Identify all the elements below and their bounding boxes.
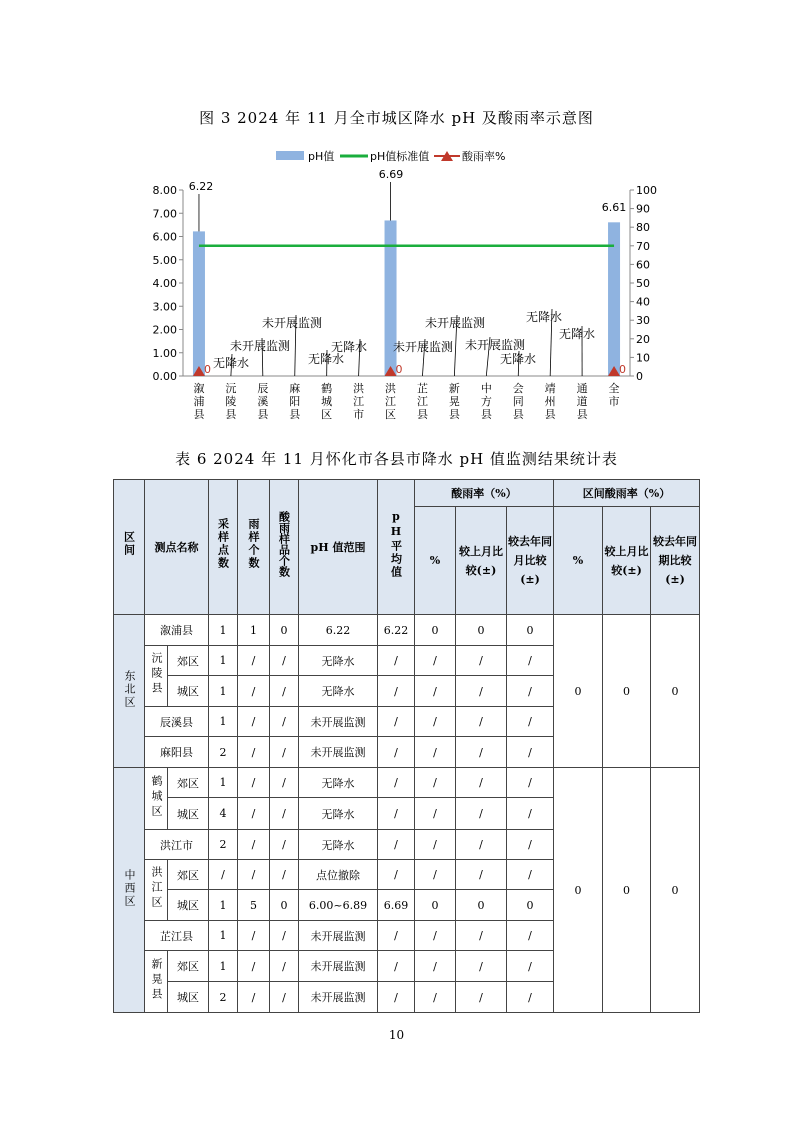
bar-value-label: 6.22 [188, 180, 214, 193]
range-cell: 无降水 [299, 646, 378, 676]
x-tick-label: 鹤城区 [321, 382, 333, 421]
pct-cell: / [415, 921, 456, 951]
header-avg: pH平均值 [378, 480, 415, 615]
x-tick-label: 辰溪县 [257, 382, 269, 421]
x-tick-label: 靖州县 [544, 382, 556, 421]
pct-cell: 0 [415, 615, 456, 646]
header-range: pH 值范围 [299, 480, 378, 615]
rain-cell: 1 [238, 615, 270, 646]
mom-cell: / [456, 707, 507, 737]
x-tick-label: 洪江市 [353, 382, 365, 421]
samples-cell: 1 [209, 676, 238, 707]
bar-ph [193, 231, 205, 376]
rain-cell: / [238, 951, 270, 982]
site-sub-name: 郊区 [168, 860, 209, 890]
y-right-tick-label: 50 [636, 277, 650, 290]
mom-cell: / [456, 737, 507, 768]
acid-cell: / [270, 798, 299, 830]
x-tick-label: 溆浦县 [193, 382, 205, 421]
samples-cell: 1 [209, 890, 238, 921]
zone-yoy-cell: 0 [651, 768, 700, 1013]
acid-cell: / [270, 707, 299, 737]
mom-cell: / [456, 951, 507, 982]
pct-cell: 0 [415, 890, 456, 921]
annotation-label: 无降水 [500, 352, 537, 366]
range-cell: 无降水 [299, 676, 378, 707]
legend-swatch-ph [276, 151, 304, 160]
avg-cell: / [378, 830, 415, 860]
range-cell: 6.22 [299, 615, 378, 646]
samples-cell: 1 [209, 707, 238, 737]
mom-cell: 0 [456, 890, 507, 921]
pct-cell: / [415, 768, 456, 798]
site-name: 溆浦县 [145, 615, 209, 646]
x-tick-label: 全市 [608, 382, 620, 408]
samples-cell: 2 [209, 982, 238, 1013]
y-left-tick-label: 6.00 [152, 230, 177, 244]
avg-cell: / [378, 951, 415, 982]
annotation-label: 无降水 [213, 356, 250, 370]
range-cell: 点位撤除 [299, 860, 378, 890]
acid-cell: / [270, 982, 299, 1013]
y-left-tick-label: 2.00 [152, 323, 177, 337]
mom-cell: / [456, 982, 507, 1013]
range-cell: 未开展监测 [299, 951, 378, 982]
yoy-cell: / [507, 676, 554, 707]
samples-cell: 2 [209, 737, 238, 768]
site-sub-name: 城区 [168, 982, 209, 1013]
zone-yoy-cell: 0 [651, 615, 700, 768]
annotation-label: 无降水 [526, 310, 563, 324]
yoy-cell: / [507, 921, 554, 951]
site-group-name: 洪江区 [150, 866, 163, 911]
range-cell: 未开展监测 [299, 982, 378, 1013]
rain-cell: / [238, 830, 270, 860]
yoy-cell: / [507, 707, 554, 737]
site-group-name: 沅陵县 [150, 652, 163, 697]
chart-axes [153, 184, 658, 421]
table-row [114, 768, 700, 798]
pct-cell: / [415, 830, 456, 860]
samples-cell: 1 [209, 646, 238, 676]
mom-cell: / [456, 646, 507, 676]
header-pct: % [415, 507, 456, 615]
annotation-label: 无降水 [559, 327, 596, 341]
x-tick-label: 通道县 [576, 382, 588, 421]
header-mom: 较上月比较(±) [456, 507, 507, 615]
avg-cell: / [378, 676, 415, 707]
bar-value-label: 6.69 [378, 168, 404, 181]
site-sub-name: 郊区 [168, 646, 209, 676]
figure-title: 图 3 2024 年 11 月全市城区降水 pH 及酸雨率示意图 [199, 109, 594, 127]
x-tick-label: 中方县 [480, 382, 492, 421]
legend-label-standard: pH值标准值 [370, 150, 430, 163]
avg-cell: / [378, 737, 415, 768]
mom-cell: / [456, 798, 507, 830]
mom-cell: / [456, 921, 507, 951]
x-tick-label: 沅陵县 [225, 382, 237, 421]
site-group-cell [145, 768, 168, 830]
zone-name: 中西区 [123, 869, 136, 908]
rain-cell: / [238, 798, 270, 830]
rain-cell: / [238, 646, 270, 676]
zone-cell [114, 768, 145, 1013]
annotation-label: 未开展监测 [465, 338, 526, 352]
range-cell: 未开展监测 [299, 737, 378, 768]
page-number: 10 [388, 1028, 405, 1042]
range-cell: 无降水 [299, 768, 378, 798]
yoy-cell: 0 [507, 890, 554, 921]
pct-cell: / [415, 676, 456, 707]
acid-rate-label: 0 [619, 363, 627, 376]
pct-cell: / [415, 951, 456, 982]
header-acid: 酸雨样品个数 [270, 480, 299, 615]
site-name: 洪江市 [145, 830, 209, 860]
yoy-cell: / [507, 768, 554, 798]
zone-name: 东北区 [123, 670, 136, 709]
mom-cell: / [456, 768, 507, 798]
acid-cell: / [270, 768, 299, 798]
yoy-cell: / [507, 830, 554, 860]
rain-cell: / [238, 768, 270, 798]
header-samples: 采样点数 [209, 480, 238, 615]
avg-cell: 6.22 [378, 615, 415, 646]
rain-cell: / [238, 707, 270, 737]
x-tick-label: 麻阳县 [289, 382, 301, 421]
pct-cell: / [415, 860, 456, 890]
chart-annotations [213, 309, 595, 376]
x-tick-label: 洪江区 [385, 382, 397, 421]
avg-cell: / [378, 768, 415, 798]
acid-cell: / [270, 951, 299, 982]
mom-cell: 0 [456, 615, 507, 646]
x-tick-label: 会同县 [512, 382, 524, 421]
range-cell: 未开展监测 [299, 921, 378, 951]
legend-label-ph: pH值 [308, 150, 335, 163]
pct-cell: / [415, 737, 456, 768]
y-right-tick-label: 70 [636, 239, 650, 253]
y-right-tick-label: 100 [636, 184, 657, 197]
header-zone-rate: 区间酸雨率（%） [554, 480, 700, 507]
header-zone-mom: 较上月比较(±) [603, 507, 651, 615]
avg-cell: / [378, 646, 415, 676]
yoy-cell: / [507, 860, 554, 890]
header-zone-yoy: 较去年同期比较(±) [651, 507, 700, 615]
rain-cell: 5 [238, 890, 270, 921]
acid-cell: / [270, 921, 299, 951]
samples-cell: 1 [209, 615, 238, 646]
samples-cell: 1 [209, 951, 238, 982]
yoy-cell: / [507, 951, 554, 982]
avg-cell: / [378, 798, 415, 830]
range-cell: 6.00~6.89 [299, 890, 378, 921]
annotation-label: 未开展监测 [425, 316, 486, 330]
site-sub-name: 城区 [168, 798, 209, 830]
site-sub-name: 郊区 [168, 951, 209, 982]
annotation-label: 无降水 [331, 340, 368, 354]
chart-legend [276, 149, 505, 163]
header-yoy: 较去年同月比较(±) [507, 507, 554, 615]
table-title: 表 6 2024 年 11 月怀化市各县市降水 pH 值监测结果统计表 [175, 450, 618, 468]
y-right-tick-label: 60 [636, 258, 650, 272]
yoy-cell: / [507, 982, 554, 1013]
ph-acid-rain-chart [0, 0, 793, 445]
site-group-cell [145, 951, 168, 1013]
rain-cell: / [238, 676, 270, 707]
ph-results-table [113, 479, 700, 1013]
legend-label-rate: 酸雨率% [462, 150, 506, 163]
avg-cell: 6.69 [378, 890, 415, 921]
yoy-cell: / [507, 646, 554, 676]
acid-cell: / [270, 676, 299, 707]
avg-cell: / [378, 860, 415, 890]
x-tick-label: 芷江县 [416, 382, 428, 421]
range-cell: 无降水 [299, 830, 378, 860]
bar-value-label: 6.61 [601, 201, 627, 214]
pct-cell: / [415, 982, 456, 1013]
yoy-cell: / [507, 798, 554, 830]
zone-rate-cell: 0 [554, 768, 603, 1013]
y-left-tick-label: 7.00 [152, 207, 177, 221]
site-sub-name: 郊区 [168, 768, 209, 798]
pct-cell: / [415, 646, 456, 676]
zone-mom-cell: 0 [603, 615, 651, 768]
mom-cell: / [456, 830, 507, 860]
yoy-cell: / [507, 737, 554, 768]
header-zone-pct: % [554, 507, 603, 615]
x-tick-label: 新晃县 [448, 382, 460, 421]
mom-cell: / [456, 860, 507, 890]
site-name: 芷江县 [145, 921, 209, 951]
site-group-name: 新晃县 [150, 957, 163, 1003]
y-right-tick-label: 80 [636, 221, 650, 235]
site-group-cell [145, 646, 168, 707]
annotation-label: 未开展监测 [262, 316, 323, 330]
acid-cell: 0 [270, 615, 299, 646]
pct-cell: / [415, 707, 456, 737]
y-right-tick-label: 90 [636, 202, 650, 216]
samples-cell: 4 [209, 798, 238, 830]
header-acid-rate: 酸雨率（%） [415, 480, 554, 507]
rain-cell: / [238, 860, 270, 890]
y-left-tick-label: 3.00 [152, 300, 177, 314]
site-group-cell [145, 860, 168, 921]
y-left-tick-label: 8.00 [152, 184, 177, 197]
y-right-tick-label: 20 [636, 332, 650, 346]
acid-rate-label: 0 [203, 363, 211, 376]
acid-cell: / [270, 737, 299, 768]
mom-cell: / [456, 676, 507, 707]
yoy-cell: 0 [507, 615, 554, 646]
samples-cell: 1 [209, 768, 238, 798]
samples-cell: 2 [209, 830, 238, 860]
site-sub-name: 城区 [168, 676, 209, 707]
zone-rate-cell: 0 [554, 615, 603, 768]
rain-cell: / [238, 921, 270, 951]
acid-rate-label: 0 [395, 363, 403, 376]
table-row [114, 615, 700, 646]
acid-cell: / [270, 860, 299, 890]
zone-mom-cell: 0 [603, 768, 651, 1013]
avg-cell: / [378, 982, 415, 1013]
zone-cell [114, 615, 145, 768]
annotation-label: 无降水 [308, 352, 345, 366]
acid-cell: / [270, 830, 299, 860]
y-left-tick-label: 5.00 [152, 253, 177, 267]
site-group-name: 鹤城区 [150, 774, 163, 820]
y-left-tick-label: 4.00 [152, 277, 177, 290]
header-rain: 雨样个数 [238, 480, 270, 615]
avg-cell: / [378, 921, 415, 951]
rain-cell: / [238, 982, 270, 1013]
rain-cell: / [238, 737, 270, 768]
y-right-tick-label: 40 [636, 295, 650, 309]
y-left-tick-label: 0.00 [152, 370, 177, 383]
header-zone: 区间 [114, 480, 145, 615]
site-sub-name: 城区 [168, 890, 209, 921]
header-site: 测点名称 [145, 480, 209, 615]
samples-cell: / [209, 860, 238, 890]
pct-cell: / [415, 798, 456, 830]
range-cell: 无降水 [299, 798, 378, 830]
acid-cell: 0 [270, 890, 299, 921]
site-name: 辰溪县 [145, 707, 209, 737]
samples-cell: 1 [209, 921, 238, 951]
annotation-label: 未开展监测 [393, 340, 454, 354]
annotation-label: 未开展监测 [230, 339, 291, 353]
avg-cell: / [378, 707, 415, 737]
y-right-tick-label: 0 [636, 370, 643, 383]
site-name: 麻阳县 [145, 737, 209, 768]
y-right-tick-label: 10 [636, 351, 650, 365]
y-right-tick-label: 30 [636, 314, 650, 328]
acid-cell: / [270, 646, 299, 676]
y-left-tick-label: 1.00 [152, 346, 177, 360]
range-cell: 未开展监测 [299, 707, 378, 737]
